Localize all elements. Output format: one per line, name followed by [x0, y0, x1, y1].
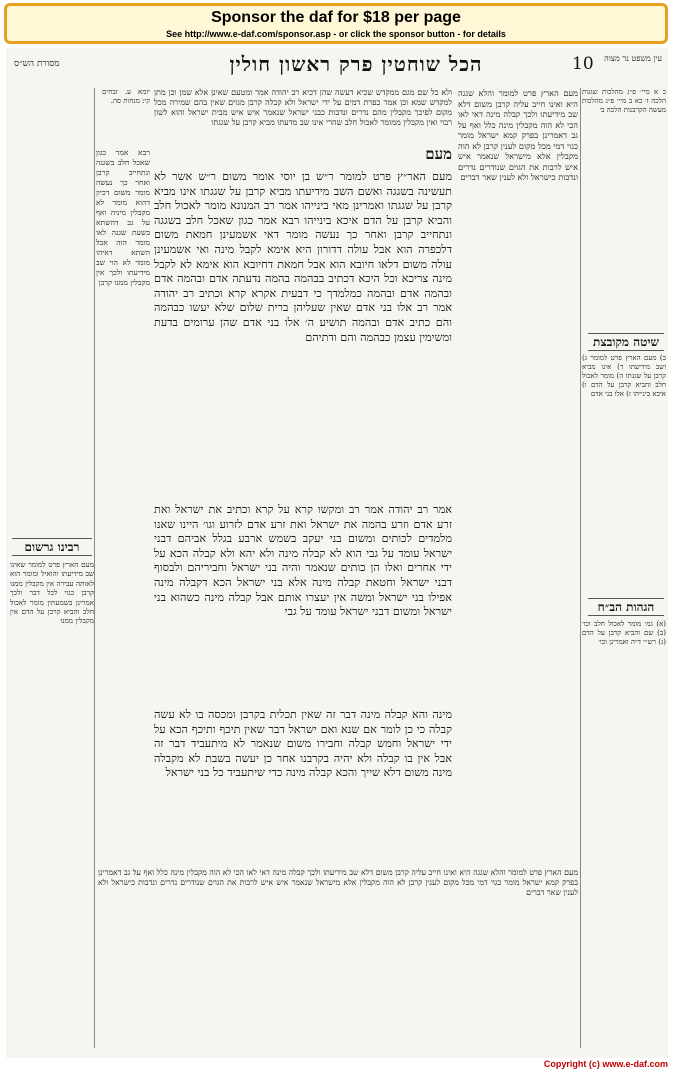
- ein-mishpat-text: כ א מיי׳ פ״ג מהלכות שגגות הלכה ז׳ כא ב מיי׳ פ״ג מהלכות מעשה הקרבנות הלכה ב׳: [582, 88, 666, 114]
- gemara-text-b: אמר רב יהודה אמר רב ומקשו קרא על קרא וכתיב את ישראל ואת זרע אדם וזרע בהמה את ישראל ואת זרע אדם לזרוע וגו׳ היינו שאנו מלמדים לכותים ומשום בני יעקב בשמש ארבע בגלל אביהם דבני ישראל עומד על גבי הוא לא קבלה מינה ולא יהא ולא קבלה הכא על ידי אחרים ואלו הן כותים שנאמר והיה בני ישראל וחביריהם ולבסוף דבני ישראל וחטאת קבלה מינה אלא בני ישראל הכא דקבלה מינה אפילו בני ישראל ומשה אין יעצרו אותם אבל קבלה מינה כשהוא בני ישראל ומשום דבני ישראל עומד על גבי: [154, 503, 452, 619]
- gemara-text: מעם האר״ץ פרט למומר ר״ש בן יוסי אומר משום ר״ש אשר לא תעשינה בשגגה ואשם השב מידיעתו מביא קרבן על שגגתו אינו מביא קרבן על שגגתו ואמרינן מאי בינייהו אמר רב המנונא מומר לאכול חלב והביא קרבן על הדם איכא בינייהו רבא אמר כגון שאכל חלב בשגגה ונתחייב קרבן ואחר כך נעשה מומר דאי אשמעינן חמאת משום דלכפרה הוא אבל עולה דדורון היא אימא לקבל מינה ואי אשמעינן עולה משום דלאו חיובא הוא אבל חמאת דחיובא הוא אימא לא לקבל מינה צריכא וכל היכא דכתיב בבהמה בהמה נדעתה אדם ובהמה אדם ובהמה אדם ובהמה כמלמדך כי דבעית אקרא קרא וכתיב רב יהודה אמר רב אלו בני אדם שאין שעליהן ברית שלום שלא יעשו כבהמה והם כתיב אדם ובהמה תושיע ה׳ אלו בני אדם שהן ערומים בדעת ומשימין עצמן כבהמה והם ודתיהם: [154, 170, 452, 344]
- masoret-text: יומא ע. זבחים קי: מנחות סה.: [102, 88, 150, 105]
- page-title: הכל שוחטין פרק ראשון חולין: [229, 52, 483, 76]
- page-number: 10: [572, 54, 594, 74]
- rabbeinu-text: מעם הארץ פרט למומר שאינו שב מידיעתו והואיל ומומר הוא לאותה עבירה אין מקבלין ממנו קרבן כגוי לכל דבר ולכך אמרינן בשמעתין מומר לאכול חלב והביא קרבן על הדם אין מקבלין ממנו: [10, 560, 94, 626]
- tosafot-commentary: מעם הארץ פרט למומר והלא שגגה היא ואינו חייב עליה קרבן משום דלא שב מידיעתו ולכך קבלה מינה דאי לאו הכי לא הוה מקבלין מינה כלל ואף על גב דאמרינן בפרק קמא ישראל מומר כגוי דמי מכל מקום לענין קרבן לא הוה מקבלין אלא מישראל שנאמר איש איש לרבות את הגוים שנודרים נדרים ונדבות כישראל ולא לענין שאר דברים: [458, 88, 578, 182]
- hagahot-text: (א) גמ׳ מומר לאכול חלב וכו׳ (ב) שם והביא קרבן על הדם (ג) רש״י ד״ה ואמרינן וכו׳: [582, 620, 666, 646]
- rabbeinu-heading: רבינו גרשום: [12, 538, 92, 556]
- sponsor-subtitle: See http://www.e-daf.com/sponsor.asp - or click the sponsor button - for details: [166, 29, 506, 39]
- gemara-text-c: מינה והא קבלה מינה דבר זה שאין תכלית בקרבן ומכסה בו לא עשה קבלה כי כן לומר אם שנא ואם ישראל דבר שאין תיכף ותיכף הכא על ידי ישראל וחמש קבלה וחבירו משום שנאמר לא מיתעביד דבר זה אבל אין בו קבלה ולא יהיה בקרבנו אחר כן יעשה בשבת לא מקבלה מינה משום דלא שייך והכא קבלה מינה כדי שיתעביד כל בני ישראל: [154, 708, 452, 780]
- shita-heading: שיטה מקובצת: [588, 333, 664, 351]
- column-rule-left: [94, 88, 95, 1048]
- sponsor-title[interactable]: Sponsor the daf for $18 per page: [211, 9, 461, 26]
- rashi-top: ולא כל שם מגם ממקדש שכיא דעשה שהן דכיא רב יהודה אמר ומטעם שאינן אלא שמן וכן מתן למקדש שמא וכן אמר כפרת דמים על ידי ישראל ולא קבלה קרבן מגוים שאין בהם שמירה מכל מקום לפיכך מקבלין מהם נדרים ונדבות כבני ישראל שנאמר איש איש מבית ישראל והוא לשון רבוי ואין מקבלין ממומר לאכול חלב שהרי אינו שב מדעתו מביא קרבן על שגגתו: [154, 88, 452, 127]
- shita-text: ב) מעם הארץ פרט למומר ג) ושב מידיעתו ד) אינו מביא קרבן על שגגתו ה) מומר לאכול חלב והביא קרבן על הדם ו) איכא בינייהו ז) אלו בני אדם: [582, 354, 666, 398]
- hagahot-heading: הגהות הב״ח: [588, 598, 664, 616]
- bottom-commentary: מעם הארץ פרט למומר והלא שגגה היא ואינו חייב עליה קרבן משום דלא שב מידיעתו ולכך קבלה מינה דאי לאו הכי לא הוה מקבלין מינה כלל ואף על גב דאמרינן בפרק קמא ישראל מומר כגוי דמי מכל מקום לענין קרבן לא הוה מקבלין אלא מישראל שנאמר איש איש לרבות את הגוים שנודרים נדרים ונדבות כישראל ולא לענין שאר דברים: [98, 868, 578, 897]
- gemara-lead-word: מעם: [425, 145, 452, 163]
- talmud-page: [6, 48, 668, 1058]
- masoret-header: מסורת הש״ס: [14, 59, 60, 69]
- page-header: [6, 52, 668, 78]
- column-rule-right: [580, 88, 581, 1048]
- rashi-commentary: רבא אמר כגון שאכל חלב בשגגה ונתחייב קרבן ואחר כך נעשה מומר משום דכיון דהוא מומר לא מקבלין מיניה ואף על גב דהשתא בשעת שגגה לאו מומר הוה אבל השתא דאיהו מומר לא הוי שב מידיעתו ולכך אין מקבלין ממנו קרבן: [96, 148, 150, 287]
- copyright[interactable]: Copyright (c) www.e-daf.com: [543, 1059, 668, 1069]
- ein-mishpat-header: עין משפט נר מצוה: [604, 54, 662, 63]
- gemara-lead-wrap: [252, 144, 452, 170]
- sponsor-banner[interactable]: [4, 3, 668, 44]
